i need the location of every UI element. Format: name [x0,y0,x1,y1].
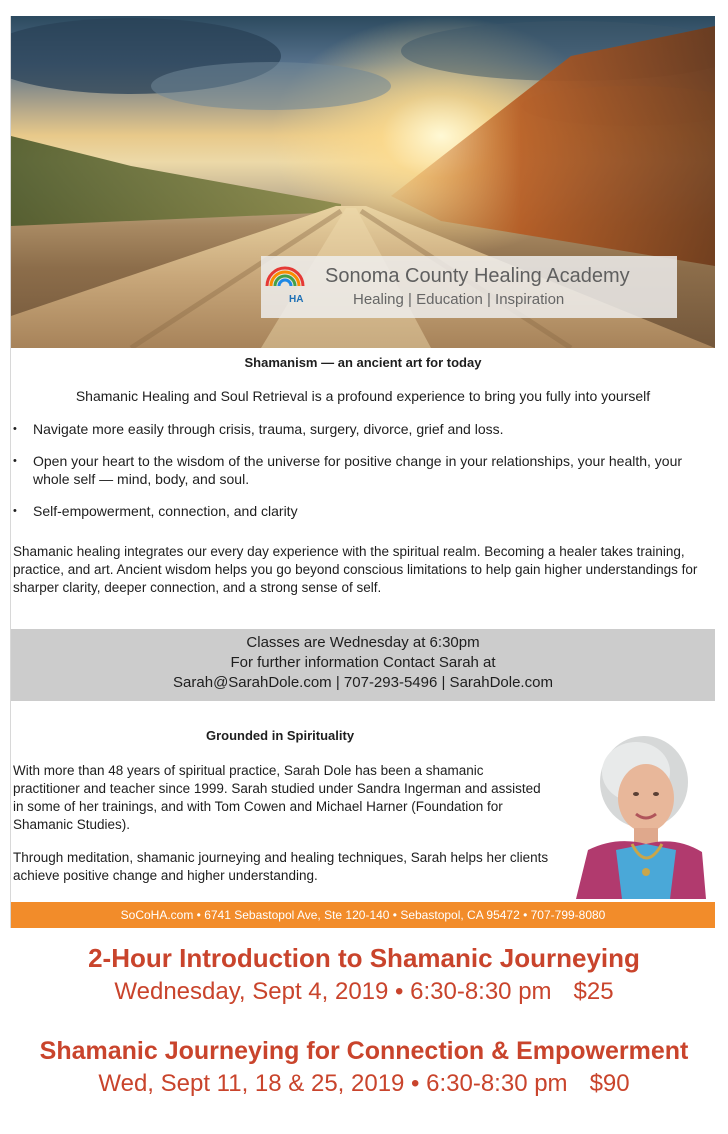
grounded-title: Grounded in Spirituality [206,728,355,743]
contact-details[interactable]: Sarah@SarahDole.com | 707-293-5496 | SarahDole.com [173,674,553,691]
bio-paragraph: With more than 48 years of spiritual practice, Sarah Dole has been a shamanic practitioner and teacher since 1999. Sarah studied under Sandra Ingerman and assisted in some of her trainings, and with Tom Cowen and Michael Harner (Foundation for Shamanic Studies). [13,763,541,832]
list-item: • Open your heart to the wisdom of the universe for positive change in your relationships, your health, your whole self — mind, body, and soul. [11,452,711,488]
headline: Shamanism — an ancient art for today [244,355,482,370]
flyer [10,16,715,928]
contact-prompt: For further information Contact Sarah at [230,654,496,671]
benefits-list [11,420,711,534]
intro-paragraph: Shamanic healing integrates our every day experience with the spiritual realm. Becoming a healer takes training, practice, and art. Ancient wisdom helps you go beyond conscious limitations to help gain higher understandings for sharper clarity, deeper connection, and a strong sense of self. [13,544,698,595]
event-2-details [0,1070,728,1098]
academy-tagline: Healing | Education | Inspiration [353,291,565,308]
list-item: • Self-empowerment, connection, and clarity [11,502,711,520]
address-footer: SoCoHA.com • 6741 Sebastopol Ave, Ste 120-140 • Sebastopol, CA 95472 • 707-799-8080 [11,902,715,928]
event-1-title: 2-Hour Introduction to Shamanic Journeying [88,943,640,973]
sarah-portrait [566,732,706,899]
classes-schedule: Classes are Wednesday at 6:30pm [246,634,480,651]
event-2-title: Shamanic Journeying for Connection & Empowerment [39,1037,689,1065]
event-1-price: $25 [573,978,614,1005]
event-1-when: Wednesday, Sept 4, 2019 • 6:30-8:30 pm [114,978,552,1005]
event-2-price: $90 [589,1070,630,1097]
portrait-illustration [566,732,706,899]
logo-initials: HA [289,294,304,305]
academy-logo-banner [261,256,677,318]
hero-photo [11,16,715,348]
event-1-details [0,978,728,1006]
classes-info-band [11,629,715,701]
list-item: • Navigate more easily through crisis, trauma, surgery, divorce, grief and loss. [11,420,711,438]
subline: Shamanic Healing and Soul Retrieval is a profound experience to bring you fully into yourself [75,388,651,404]
academy-name: Sonoma County Healing Academy [325,265,630,287]
event-2-when: Wed, Sept 11, 18 & 25, 2019 • 6:30-8:30 pm [98,1070,568,1097]
method-paragraph: Through meditation, shamanic journeying and healing techniques, Sarah helps her clients achieve positive change and higher understanding. [13,850,549,883]
